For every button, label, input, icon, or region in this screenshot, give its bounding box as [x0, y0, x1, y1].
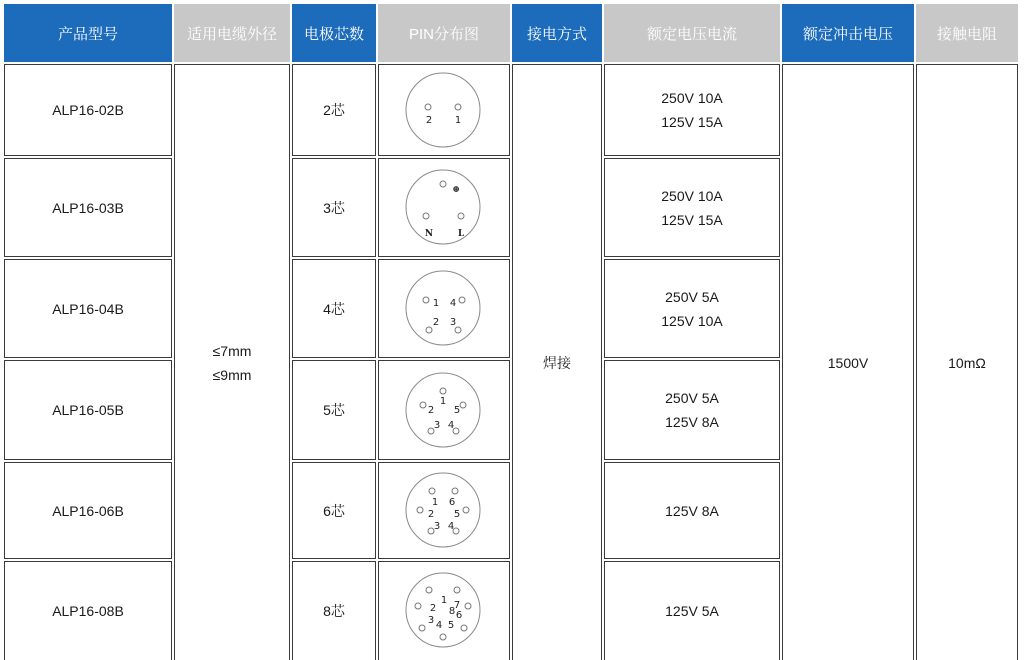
pin-label: 4: [447, 420, 455, 431]
pin-label: 1: [439, 396, 447, 407]
pin-label: 6: [455, 610, 463, 621]
pin-label: 2: [425, 115, 433, 126]
pin-label: 8: [448, 606, 456, 617]
pin-diagram: [378, 561, 510, 660]
cores-cell: 8芯: [292, 561, 376, 660]
model-cell: ALP16-03B: [4, 158, 172, 257]
model-cell: ALP16-08B: [4, 561, 172, 660]
rating-line: 250V 5A: [665, 390, 719, 406]
contact-resistance-cell: 10mΩ: [916, 64, 1018, 660]
rating-cell: [604, 259, 780, 358]
header-model: 产品型号: [4, 4, 172, 62]
pin-label: 5: [453, 509, 461, 520]
model-cell: ALP16-05B: [4, 360, 172, 460]
header-wiring: 接电方式: [512, 4, 602, 62]
rating-cell: [604, 462, 780, 559]
rating-line: 250V 10A: [661, 90, 723, 106]
rating-cell: [604, 64, 780, 156]
header-cable-diameter: 适用电缆外径: [174, 4, 290, 62]
header-contact-resistance: 接触电阻: [916, 4, 1018, 62]
rating-line: 125V 5A: [665, 603, 719, 619]
model-cell: ALP16-02B: [4, 64, 172, 156]
pin-label: 4: [435, 620, 443, 631]
pin-label: 3: [433, 521, 441, 532]
rating-line: 250V 10A: [661, 187, 723, 204]
wiring-cell: 焊接: [512, 64, 602, 660]
pin-label: 1: [431, 497, 439, 508]
pin-label: ⊕: [452, 185, 460, 195]
rating-cell: [604, 360, 780, 460]
pin-diagram: [378, 64, 510, 156]
pin-diagram: [378, 462, 510, 559]
rating-line: 125V 15A: [661, 211, 723, 228]
pin-label: 1: [454, 115, 462, 126]
pin-label: 6: [448, 497, 456, 508]
cable-diameter-line: ≤9mm: [212, 366, 252, 383]
cores-cell: 6芯: [292, 462, 376, 559]
rating-line: 125V 10A: [661, 312, 723, 329]
pin-label: 4: [447, 521, 455, 532]
pin-label: 1: [440, 595, 448, 606]
header-impulse-voltage: 额定冲击电压: [782, 4, 914, 62]
cores-cell: 4芯: [292, 259, 376, 358]
rating-line: 125V 15A: [661, 114, 723, 130]
pin-label: 2: [427, 405, 435, 416]
rating-line: 250V 5A: [665, 288, 719, 305]
rating-cell: [604, 561, 780, 660]
pin-label: 7: [453, 600, 461, 611]
pin-label: 2: [429, 603, 437, 614]
pin-label: 5: [453, 405, 461, 416]
model-cell: ALP16-04B: [4, 259, 172, 358]
cable-diameter-cell: [174, 64, 290, 660]
pin-diagram: [378, 259, 510, 358]
rating-line: 125V 8A: [665, 414, 719, 430]
pin-diagram: [378, 360, 510, 460]
pin-label: 5: [447, 620, 455, 631]
rating-cell: [604, 158, 780, 257]
pin-label: N: [424, 229, 434, 239]
header-pin-layout: PIN分布图: [378, 4, 510, 62]
pin-label: 2: [427, 509, 435, 520]
cores-cell: 5芯: [292, 360, 376, 460]
pin-label: 1: [432, 298, 440, 309]
pin-label: 3: [449, 317, 457, 328]
pin-label: 4: [449, 298, 457, 309]
cores-cell: 2芯: [292, 64, 376, 156]
header-rated-voltage-current: 额定电压电流: [604, 4, 780, 62]
pin-label: 3: [433, 420, 441, 431]
pin-label: 3: [427, 615, 435, 626]
impulse-voltage-cell: 1500V: [782, 64, 914, 660]
model-cell: ALP16-06B: [4, 462, 172, 559]
cores-cell: 3芯: [292, 158, 376, 257]
pin-label: 2: [432, 317, 440, 328]
cable-diameter-line: ≤7mm: [212, 342, 252, 359]
pin-label: L: [457, 229, 465, 239]
header-cores: 电极芯数: [292, 4, 376, 62]
rating-line: 125V 8A: [665, 502, 719, 519]
pin-diagram: [378, 158, 510, 257]
